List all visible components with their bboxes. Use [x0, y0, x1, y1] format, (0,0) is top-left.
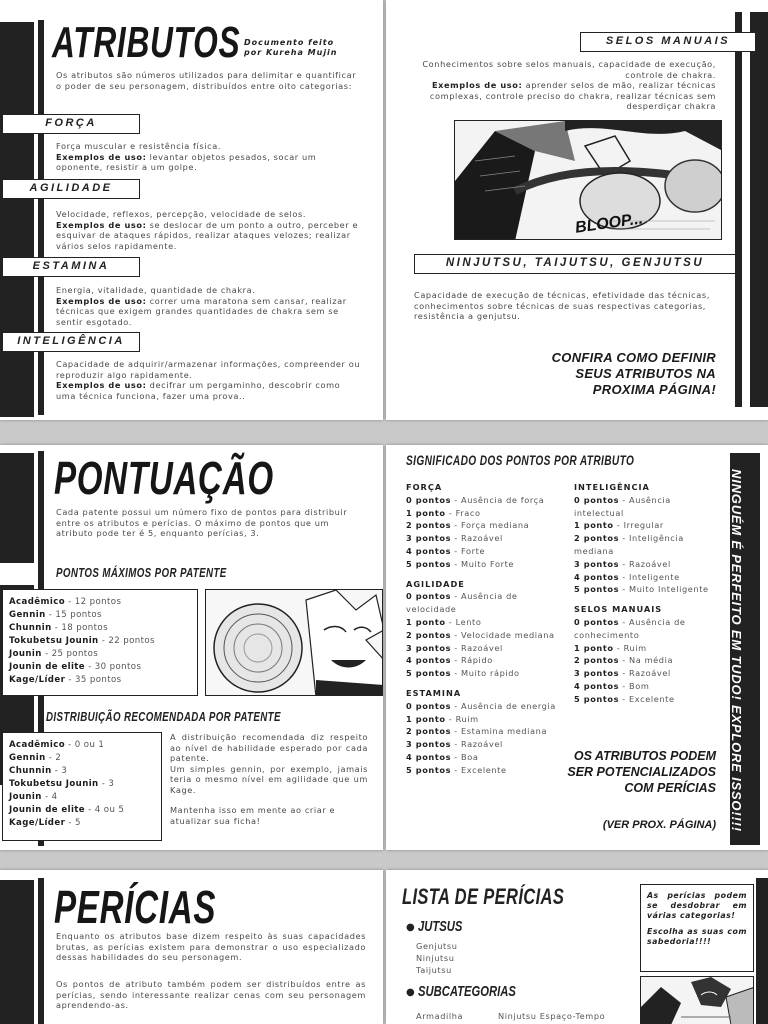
distribution-reminder: Mantenha isso em mente ao criar e atualizar sua ficha! [170, 805, 336, 826]
page-title: LISTA DE PERÍCIAS [402, 884, 565, 909]
list-item: 1 ponto - Ruim [574, 642, 647, 653]
page-title: ATRIBUTOS [52, 18, 241, 67]
side-banner-text: NINGUÉM É PERFEITO EM TUDO! EXPLORE ISSO!!!! [729, 469, 744, 832]
cta-pericias: OS ATRIBUTOS PODEM SER POTENCIALIZADOS COM PERÍCIAS [567, 749, 716, 795]
right-stripe [750, 12, 768, 407]
list-item: 5 pontos - Excelente [574, 693, 675, 704]
list-item: 1 ponto - Ruim [406, 713, 479, 724]
list-item: 3 pontos - Razoável [574, 558, 671, 569]
section-head-agilidade: AGILIDADE [406, 578, 465, 589]
vertical-rule [38, 878, 44, 1024]
bullet-icon: ● [406, 922, 415, 933]
section-head-forca: FORÇA [406, 482, 443, 492]
right-stripe [756, 878, 768, 1024]
label-forca: FORÇA [2, 114, 140, 134]
list-item: 2 pontos - Inteligência mediana [574, 533, 684, 556]
right-column [574, 481, 714, 706]
list-item: 4 pontos - Rápido [406, 655, 493, 666]
subcategoria-item: Ninjutsu Espaço-Tempo [498, 1011, 606, 1021]
table-row: Gennin - 15 pontos [9, 610, 102, 620]
page-pericias [0, 870, 383, 1024]
agilidade-text: Velocidade, reflexos, percepção, velocidade de selos. Exemplos de uso: se deslocar de um ponto a outro, perceber e esquivar de ataques rápidos, realizar ataques velozes; realizar vários selos rapidamente. [56, 209, 359, 251]
page-atributos [0, 0, 383, 420]
page-significado [386, 445, 768, 850]
label-inteligencia: INTELIGÊNCIA [2, 332, 140, 352]
distribution-title: DISTRIBUIÇÃO RECOMENDADA POR PATENTE [46, 709, 281, 724]
inteligencia-text: Capacidade de adquirir/armazenar informações, compreender ou reproduzir algo rapidamente. Exemplos de uso: decifrar um pergaminho, descobrir como uma técnica funciona, fazer uma prova.. [56, 359, 361, 401]
list-item: 3 pontos - Razoável [574, 668, 671, 679]
list-item: Ninjutsu [416, 953, 455, 963]
pericias-text-2: Os pontos de atributo também podem ser distribuídos entre as perícias, sendo interessante realizar cenas com seu personagem aprendendo-as. [56, 979, 366, 1011]
bullet-icon: ● [406, 987, 415, 998]
manga-panel-image [640, 976, 754, 1024]
distribution-table [2, 732, 162, 841]
vertical-rule-right [735, 12, 742, 407]
page-selos [386, 0, 768, 420]
label-selos-manuais: SELOS MANUAIS [580, 32, 756, 52]
list-item: 3 pontos - Razoável [406, 533, 503, 544]
table-row: Chunnin - 3 [9, 766, 68, 776]
sfx-text: BLOOP... [574, 210, 644, 237]
subcategorias-title: SUBCATEGORIAS [418, 983, 516, 1000]
list-item: 1 ponto - Fraco [406, 507, 481, 518]
tip-text: Escolha as suas com sabedoria!!!! [647, 927, 747, 946]
list-item: 0 pontos - Ausência de velocidade [406, 591, 518, 615]
table-row: Jounin de elite - 4 ou 5 [9, 805, 125, 815]
table-row: Jounin - 25 pontos [9, 649, 99, 659]
list-item: 5 pontos - Excelente [406, 764, 507, 775]
list-item: 2 pontos - Força mediana [406, 520, 530, 531]
intro-text: Cada patente possui um número fixo de pontos para distribuir entre os atributos e perícias. O máximo de pontos que um atributo pode ter é 5, enquanto perícias, 3. [56, 507, 348, 539]
section-head-selos: SELOS MANUAIS [574, 604, 663, 615]
list-item: 3 pontos - Razoável [406, 642, 503, 653]
label-estamina: ESTAMINA [2, 257, 140, 277]
manga-panel-image [205, 589, 383, 696]
table-row: Acadêmico - 0 ou 1 [9, 740, 105, 750]
max-points-table [2, 589, 198, 696]
table-row: Kage/Líder - 5 [9, 818, 81, 828]
table-row: Kage/Líder - 35 pontos [9, 675, 122, 685]
manga-panel-image [454, 120, 722, 240]
list-item: Taijutsu [416, 965, 452, 975]
label-agilidade: AGILIDADE [2, 179, 140, 199]
tip-box [640, 884, 754, 972]
jutsus-list [416, 940, 458, 976]
manga-illustration [206, 590, 383, 696]
list-item: 0 pontos - Ausência de energia [406, 700, 556, 711]
jutsus-title: JUTSUS [418, 918, 463, 935]
list-item: 0 pontos - Ausência intelectual [574, 494, 671, 518]
list-item: 4 pontos - Bom [574, 680, 650, 691]
section-head-inteligencia: INTELIGÊNCIA [574, 482, 650, 492]
page-pontuacao [0, 445, 383, 850]
pericias-text-1: Enquanto os atributos base dizem respeito às suas capacidades brutas, as perícias existem para demonstrar o uso especializado dessas habilidades do seu personagem. [56, 931, 366, 963]
intro-text: Os atributos são números utilizados para delimitar e quantificar o poder de seu personagem, distribuídos entre oito categorias: [56, 70, 357, 91]
list-item: 1 ponto - Lento [406, 616, 482, 627]
vertical-rule [38, 20, 44, 415]
left-stripe-top [0, 453, 34, 563]
subcategoria-item: Armadilha [416, 1011, 464, 1021]
manga-illustration [641, 977, 754, 1024]
selos-text: Conhecimentos sobre selos manuais, capacidade de execução, controle de chakra. Exemplos de uso: aprender selos de mão, realizar técnicas complexas, controle preciso do chakra, realizar técnicas sem desperdiçar chakra [422, 59, 716, 112]
table-row: Jounin de elite - 30 pontos [9, 662, 142, 672]
author-credit: Documento feito por Kureha Mujin [244, 38, 338, 57]
list-item: 2 pontos - Na média [574, 655, 674, 666]
list-item: 4 pontos - Boa [406, 751, 479, 762]
left-stripe [0, 880, 34, 1024]
list-item: 2 pontos - Estamina mediana [406, 726, 548, 737]
table-row: Gennin - 2 [9, 753, 62, 763]
distribution-explanation: A distribuição recomendada diz respeito ao nível de habilidade esperado por cada patente. Um simples gennin, por exemplo, jamais teria o mesmo nível em agilidade que um Kage. [170, 732, 368, 795]
cta-next-page: CONFIRA COMO DEFINIR SEUS ATRIBUTOS NA PROXIMA PÁGINA! [551, 350, 716, 397]
list-item: 5 pontos - Muito Inteligente [574, 584, 709, 595]
table-row: Tokubetsu Jounin - 22 pontos [9, 636, 155, 646]
list-item: Genjutsu [416, 941, 458, 951]
left-stripe [0, 22, 34, 417]
list-item: 5 pontos - Muito Forte [406, 558, 515, 569]
left-column [406, 481, 556, 777]
next-page-note: (VER PROX. PÁGINA) [602, 819, 716, 831]
list-item: 5 pontos - Muito rápido [406, 668, 520, 679]
label-ninjutsu-taijutsu-genjutsu: NINJUTSU, TAIJUTSU, GENJUTSU [414, 254, 736, 274]
list-item: 4 pontos - Forte [406, 545, 486, 556]
list-item: 0 pontos - Ausência de conhecimento [574, 616, 686, 640]
max-points-title: PONTOS MÁXIMOS POR PATENTE [56, 565, 227, 580]
table-row: Tokubetsu Jounin - 3 [9, 779, 115, 789]
list-item: 2 pontos - Velocidade mediana [406, 629, 555, 640]
table-row: Chunnin - 18 pontos [9, 623, 108, 633]
page-lista-pericias [386, 870, 768, 1024]
list-item: 4 pontos - Inteligente [574, 571, 680, 582]
estamina-text: Energia, vitalidade, quantidade de chakra. Exemplos de uso: correr uma maratona sem cansar, realizar técnicas que exigem grandes quantidades de chakra sem se sentir esgotado. [56, 285, 347, 327]
table-row: Acadêmico - 12 pontos [9, 597, 122, 607]
page-title: PERÍCIAS [54, 881, 217, 933]
list-item: 1 ponto - Irregular [574, 520, 664, 531]
page-title: PONTUAÇÃO [54, 452, 274, 504]
table-row: Jounin - 4 [9, 792, 58, 802]
page-title: SIGNIFICADO DOS PONTOS POR ATRIBUTO [406, 453, 635, 468]
tip-text: As perícias podem se desdobrar em várias categorias! [647, 891, 747, 920]
forca-text: Força muscular e resistência física. Exemplos de uso: levantar objetos pesados, socar um oponente, resistir a um golpe. [56, 141, 317, 173]
section-head-estamina: ESTAMINA [406, 687, 462, 698]
list-item: 0 pontos - Ausência de força [406, 494, 545, 505]
list-item: 3 pontos - Razoável [406, 739, 503, 750]
ninjutsu-text: Capacidade de execução de técnicas, efetividade das técnicas, conhecimentos sobre técnicas de suas respectivas categorias, resistência a genjutsu. [414, 290, 710, 322]
